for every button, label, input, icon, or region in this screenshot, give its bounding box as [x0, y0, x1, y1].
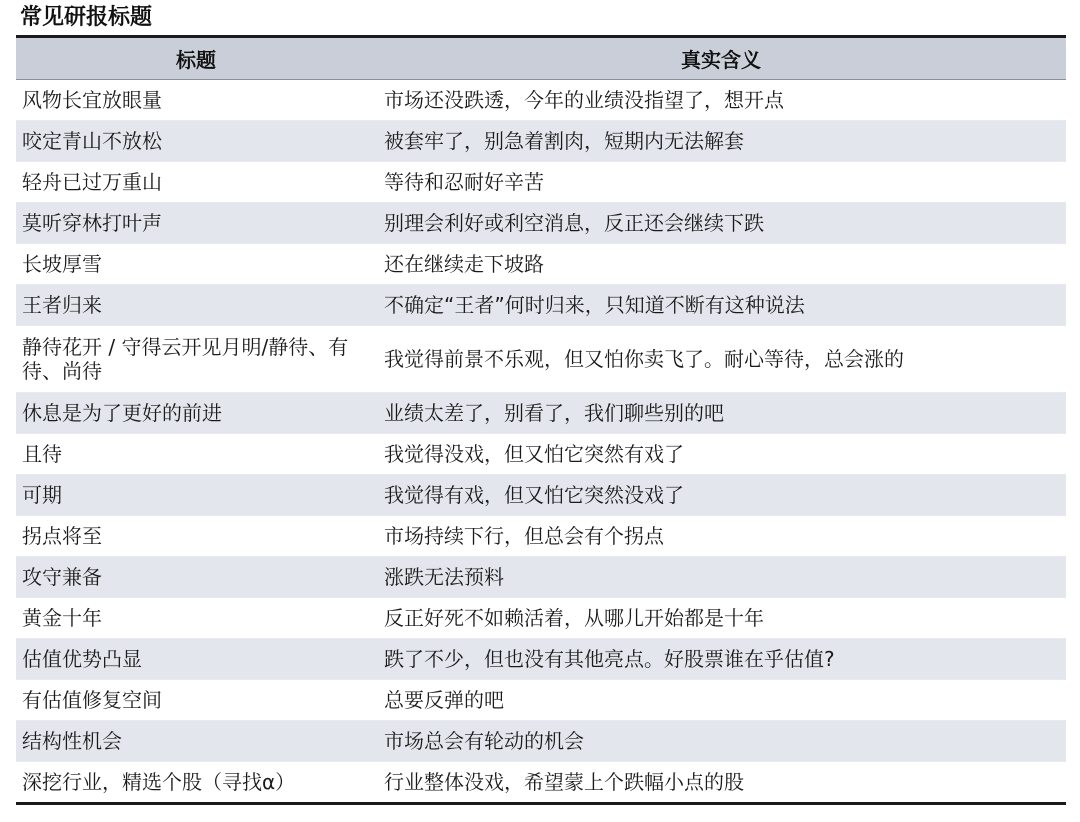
cell-title: 且待 — [16, 434, 376, 475]
cell-meaning: 我觉得前景不乐观，但又怕你卖飞了。耐心等待，总会涨的 — [376, 326, 1066, 393]
cell-meaning: 行业整体没戏，希望蒙上个跌幅小点的股 — [376, 762, 1066, 803]
table-row — [16, 516, 1066, 557]
cell-title: 结构性机会 — [16, 721, 376, 762]
cell-title: 黄金十年 — [16, 598, 376, 639]
column-header-meaning: 真实含义 — [376, 38, 1066, 80]
cell-meaning: 业绩太差了，别看了，我们聊些别的吧 — [376, 393, 1066, 434]
cell-meaning: 市场总会有轮动的机会 — [376, 721, 1066, 762]
table-row — [16, 434, 1066, 475]
table-row — [16, 162, 1066, 203]
cell-title: 攻守兼备 — [16, 557, 376, 598]
table-row — [16, 598, 1066, 639]
cell-meaning: 我觉得有戏，但又怕它突然没戏了 — [376, 475, 1066, 516]
table-row — [16, 244, 1066, 285]
cell-title: 估值优势凸显 — [16, 639, 376, 680]
cell-title: 有估值修复空间 — [16, 680, 376, 721]
table-row — [16, 393, 1066, 434]
cell-title: 可期 — [16, 475, 376, 516]
table-row — [16, 285, 1066, 326]
cell-title: 王者归来 — [16, 285, 376, 326]
page-title: 常见研报标题 — [20, 5, 153, 30]
table-header-row — [16, 38, 1066, 80]
table-body — [16, 80, 1066, 803]
cell-meaning: 还在继续走下坡路 — [376, 244, 1066, 285]
table — [16, 38, 1066, 802]
table-row — [16, 721, 1066, 762]
cell-title: 休息是为了更好的前进 — [16, 393, 376, 434]
cell-title: 轻舟已过万重山 — [16, 162, 376, 203]
cell-meaning: 别理会利好或利空消息，反正还会继续下跌 — [376, 203, 1066, 244]
cell-title: 静待花开 / 守得云开见月明/静待、有待、尚待 — [16, 326, 376, 393]
cell-meaning: 被套牢了，别急着割肉，短期内无法解套 — [376, 121, 1066, 162]
cell-title: 深挖行业，精选个股（寻找α） — [16, 762, 376, 803]
cell-meaning: 等待和忍耐好辛苦 — [376, 162, 1066, 203]
table-row — [16, 326, 1066, 393]
cell-meaning: 市场持续下行，但总会有个拐点 — [376, 516, 1066, 557]
cell-title: 拐点将至 — [16, 516, 376, 557]
cell-meaning: 反正好死不如赖活着，从哪儿开始都是十年 — [376, 598, 1066, 639]
cell-meaning: 我觉得没戏，但又怕它突然有戏了 — [376, 434, 1066, 475]
table-row — [16, 475, 1066, 516]
cell-title: 长坡厚雪 — [16, 244, 376, 285]
research-title-table — [16, 35, 1066, 805]
table-row — [16, 639, 1066, 680]
table-header — [16, 38, 1066, 80]
cell-meaning: 不确定“王者”何时归来，只知道不断有这种说法 — [376, 285, 1066, 326]
cell-meaning: 总要反弹的吧 — [376, 680, 1066, 721]
cell-meaning: 市场还没跌透，今年的业绩没指望了，想开点 — [376, 80, 1066, 121]
table-row — [16, 680, 1066, 721]
cell-title: 莫听穿林打叶声 — [16, 203, 376, 244]
cell-meaning: 涨跌无法预料 — [376, 557, 1066, 598]
table-row — [16, 80, 1066, 121]
table-row — [16, 203, 1066, 244]
cell-title: 风物长宜放眼量 — [16, 80, 376, 121]
table-row — [16, 762, 1066, 803]
cell-title: 咬定青山不放松 — [16, 121, 376, 162]
column-header-title: 标题 — [16, 38, 376, 80]
cell-meaning: 跌了不少，但也没有其他亮点。好股票谁在乎估值? — [376, 639, 1066, 680]
table-row — [16, 121, 1066, 162]
table-row — [16, 557, 1066, 598]
